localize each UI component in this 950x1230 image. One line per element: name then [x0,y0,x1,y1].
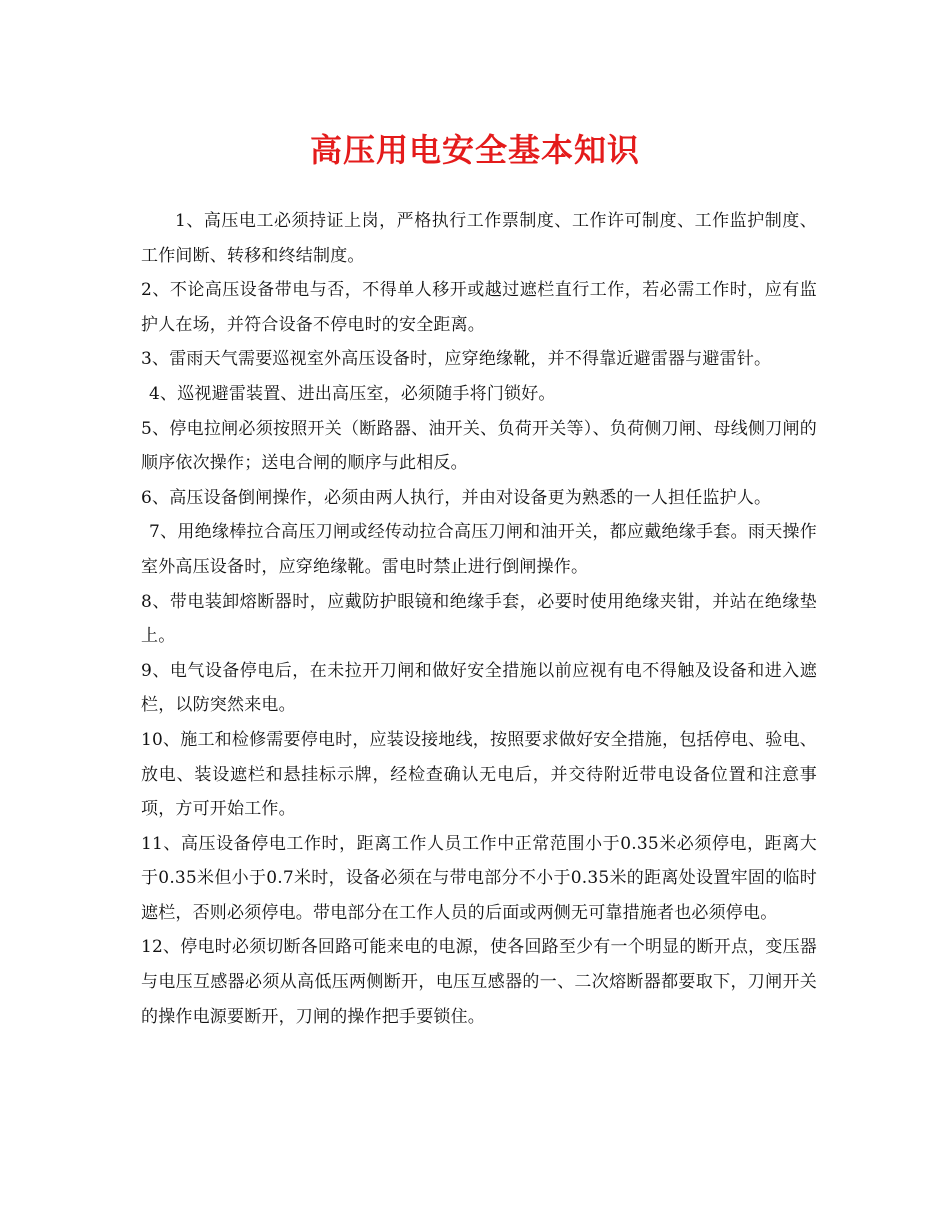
paragraph-3: 3、雷雨天气需要巡视室外高压设备时，应穿绝缘靴，并不得靠近避雷器与避雷针。 [141,349,772,370]
document-title: 高压用电安全基本知识 [309,131,640,169]
document-body [141,204,817,1034]
paragraph-8: 8、带电装卸熔断器时，应戴防护眼镜和绝缘手套，必要时使用绝缘夹钳，并站在绝缘垫上。 [141,591,817,647]
paragraph-7: 7、用绝缘棒拉合高压刀闸或经传动拉合高压刀闸和油开关，都应戴绝缘手套。雨天操作室外高压设备时，应穿绝缘靴。雷电时禁止进行倒闸操作。 [141,522,817,577]
paragraph-9: 9、电气设备停电后，在未拉开刀闸和做好安全措施以前应视有电不得触及设备和进入遮栏，以防突然来电。 [141,660,817,716]
paragraph-12: 12、停电时必须切断各回路可能来电的电源，使各回路至少有一个明显的断开点，变压器与电压互感器必须从高低压两侧断开，电压互感器的一、二次熔断器都要取下，刀闸开关的操作电源要断开，刀闸的操作把手要锁住。 [141,937,817,1027]
paragraph-10: 10、施工和检修需要停电时，应装设接地线，按照要求做好安全措施，包括停电、验电、放电、装设遮栏和悬挂标示牌，经检查确认无电后，并交待附近带电设备位置和注意事项，方可开始工作。 [141,729,817,820]
paragraph-6: 6、高压设备倒闸操作，必须由两人执行，并由对设备更为熟悉的一人担任监护人。 [141,487,772,508]
paragraph-5: 5、停电拉闸必须按照开关（断路器、油开关、负荷开关等）、负荷侧刀闸、母线侧刀闸的顺序依次操作；送电合闸的顺序与此相反。 [141,418,817,474]
paragraph-4: 4、巡视避雷装置、进出高压室，必须随手将门锁好。 [149,383,556,404]
paragraph-2: 2、不论高压设备带电与否，不得单人移开或越过遮栏直行工作，若必需工作时，应有监护人在场，并符合设备不停电时的安全距离。 [141,280,817,335]
paragraph-1: 1、高压电工必须持证上岗，严格执行工作票制度、工作许可制度、工作监护制度、工作间断、转移和终结制度。 [141,211,817,266]
paragraph-11: 11、高压设备停电工作时，距离工作人员工作中正常范围小于0.35米必须停电，距离大于0.35米但小于0.7米时，设备必须在与带电部分不小于0.35米的距离处设置牢固的临时遮栏，否则必须停电。带电部分在工作人员的后面或两侧无可靠措施者也必须停电。 [141,833,817,923]
